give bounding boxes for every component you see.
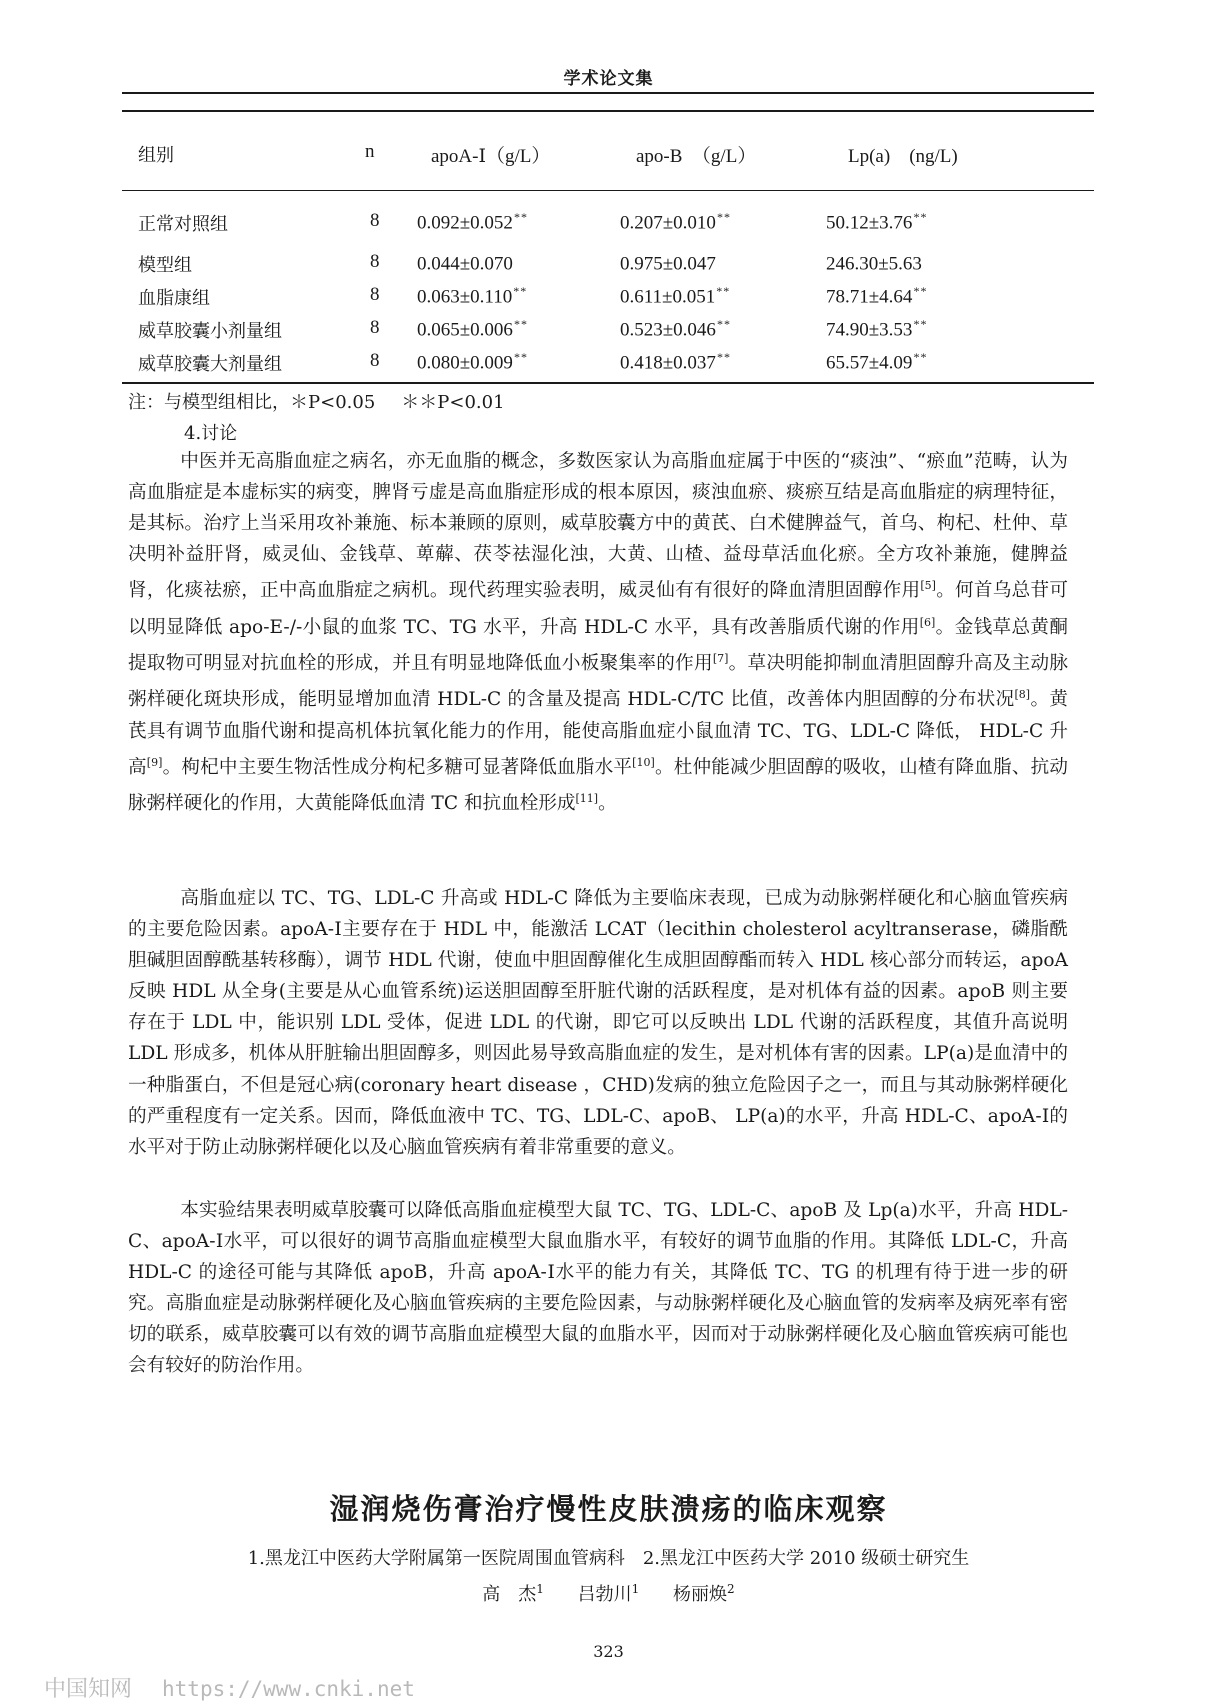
- table-bottom-rule: [122, 382, 1094, 384]
- cell-group: 威草胶囊大剂量组: [138, 354, 282, 375]
- next-article-affiliation: 1.黑龙江中医药大学附属第一医院周围血管病科 2.黑龙江中医药大学 2010 级硕士研究生: [247, 1548, 970, 1569]
- cell-apob: 0.611±0.051**: [620, 284, 731, 308]
- cell-lpa: 74.90±3.53**: [826, 317, 928, 341]
- cell-lpa: 50.12±3.76**: [826, 210, 928, 234]
- discussion-paragraph-3: 本实验结果表明威草胶囊可以降低高脂血症模型大鼠 TC、TG、LDL-C、apoB 及 Lp(a)水平，升高 HDL-C、apoA-Ⅰ水平，可以很好的调节高脂血症模型大鼠血脂水平，有较好的调节血脂的作用。其降低 LDL-C，升高 HDL-C 的途径可能与其降低 apoB，升高 apoA-Ⅰ水平的能力有关，其降低 TC、TG 的机理有待于进一步的研究。高脂血症是动脉粥样硬化及心脑血管疾病的主要危险因素，与动脉粥样硬化及心脑血管的发病率及病死率有密切的联系，威草胶囊可以有效的调节高脂血症模型大鼠的血脂水平，因而对于动脉粥样硬化及心脑血管疾病可能也会有较好的防治作用。: [128, 1200, 1068, 1377]
- citation: [10]: [632, 755, 655, 769]
- cell-n: 8: [370, 251, 380, 272]
- cell-lpa: 65.57±4.09**: [826, 350, 928, 374]
- col-header-apoa: apoA-Ⅰ（g/L）: [431, 146, 551, 167]
- discussion-paragraph-2: 高脂血症以 TC、TG、LDL-C 升高或 HDL-C 降低为主要临床表现，已成为动脉粥样硬化和心脑血管疾病的主要危险因素。apoA-Ⅰ主要存在于 HDL 中，能激活 LCAT（lecithin cholesterol acyltranserase，磷脂酰胆碱胆固醇酰基转移酶），调节 HDL 代谢，使血中胆固醇催化生成胆固醇酯而转入 HDL 核心部分而转运，apoA 反映 HDL 从全身(主要是从心血管系统)运送胆固醇至肝脏代谢的活跃程度，是对机体有益的因素。apoB 则主要存在于 LDL 中，能识别 LDL 受体，促进 LDL 的代谢，即它可以反映出 LDL 代谢的活跃程度，其值升高说明 LDL 形成多，机体从肝脏输出胆固醇多，则因此易导致高脂血症的发生，是对机体有害的因素。LP(a)是血清中的一种脂蛋白，不但是冠心病(coronary heart disease ，CHD)发病的独立危险因子之一，而且与其动脉粥样硬化的严重程度有一定关系。因而，降低血液中 TC、TG、LDL-C、apoB、 LP(a)的水平，升高 HDL-C、apoA-Ⅰ的水平对于防止动脉粥样硬化以及心脑血管疾病有着非常重要的意义。: [128, 888, 1068, 1158]
- col-header-lpa: Lp(a) (ng/L): [848, 146, 958, 167]
- section-heading: 4.讨论: [184, 423, 238, 444]
- discussion-paragraph-1: 中医并无高脂血症之病名，亦无血脂的概念，多数医家认为高脂血症属于中医的“痰浊”、“瘀血”范畴，认为高血脂症是本虚标实的病变，脾肾亏虚是高血脂症形成的根本原因，痰浊血瘀、痰瘀互结是高血脂症的病理特征，是其标。治疗上当采用攻补兼施、标本兼顾的原则，威草胶囊方中的黄芪、白术健脾益气，首乌、枸杞、杜仲、草决明补益肝肾，威灵仙、金钱草、萆薢、茯苓祛湿化浊，大黄、山楂、益母草活血化瘀。全方攻补兼施，健脾益肾，化痰祛瘀，正中高血脂症之病机。现代药理实验表明，威灵仙有有很好的降血清胆固醇作用[5]。何首乌总苷可以明显降低 apo-E-/-小鼠的血浆 TC、TG 水平，升高 HDL-C 水平，具有改善脂质代谢的作用[6]。金钱草总黄酮提取物可明显对抗血栓的形成，并且有明显地降低血小板聚集率的作用[7]。草决明能抑制血清胆固醇升高及主动脉粥样硬化斑块形成，能明显增加血清 HDL-C 的含量及提高 HDL-C/TC 比值，改善体内胆固醇的分布状况[8]。黄芪具有调节血脂代谢和提高机体抗氧化能力的作用，能使高脂血症小鼠血清 TC、TG、LDL-C 降低， HDL-C 升高[9]。枸杞中主要生物活性成分枸杞多糖可显著降低血脂水平[10]。杜仲能减少胆固醇的吸收，山楂有降血脂、抗动脉粥样硬化的作用，大黄能降低血清 TC 和抗血栓形成[11]。: [128, 451, 1068, 815]
- cell-apoa: 0.080±0.009**: [417, 350, 528, 374]
- citation: [11]: [575, 791, 599, 805]
- author: 高 杰$^1$: [482, 1582, 544, 1605]
- cell-apob: 0.207±0.010**: [620, 210, 731, 234]
- watermark-brand: 中国知网: [44, 1677, 133, 1702]
- cell-lpa: 246.30±5.63: [826, 253, 922, 275]
- cell-apob: 0.418±0.037**: [620, 350, 731, 374]
- cell-apob: 0.975±0.047: [620, 253, 716, 275]
- page-number: 323: [593, 1642, 624, 1661]
- next-article-authors: [0, 1580, 1217, 1606]
- cell-n: 8: [370, 284, 380, 305]
- next-article-title: 湿润烧伤膏治疗慢性皮肤溃疡的临床观察: [329, 1492, 888, 1526]
- citation: [7]: [712, 651, 729, 665]
- running-head: 学术论文集: [563, 69, 654, 89]
- cell-n: 8: [370, 210, 380, 231]
- cell-lpa: 78.71±4.64**: [826, 284, 928, 308]
- citation: [6]: [919, 615, 936, 629]
- header-rule: [122, 92, 1094, 94]
- author: 杨丽焕$^2$: [673, 1582, 735, 1605]
- table-note-p01: ＊＊P<0.01: [401, 392, 505, 413]
- cell-apoa: 0.065±0.006**: [417, 317, 528, 341]
- table-note: [128, 388, 505, 414]
- col-header-n: n: [365, 141, 375, 162]
- cell-group: 模型组: [138, 255, 192, 276]
- table-top-rule: [122, 110, 1094, 112]
- table-header-rule: [122, 190, 1094, 191]
- cell-group: 正常对照组: [138, 214, 228, 235]
- col-header-apob: apo-B （g/L）: [636, 146, 757, 167]
- cell-apob: 0.523±0.046**: [620, 317, 731, 341]
- cell-n: 8: [370, 317, 380, 338]
- table-note-p05: 注：与模型组相比，＊P<0.05: [128, 392, 376, 413]
- cell-group: 威草胶囊小剂量组: [138, 321, 282, 342]
- citation: [5]: [920, 579, 936, 593]
- author: 吕勃川$^1$: [577, 1582, 640, 1605]
- cell-apoa: 0.092±0.052**: [417, 210, 528, 234]
- col-header-group: 组别: [138, 145, 174, 166]
- cnki-watermark: [44, 1672, 415, 1703]
- watermark-url: https://www.cnki.net: [162, 1677, 415, 1701]
- cell-n: 8: [370, 350, 380, 371]
- citation: [9]: [146, 755, 163, 769]
- cell-apoa: 0.063±0.110**: [417, 284, 528, 308]
- cell-apoa: 0.044±0.070: [417, 253, 513, 275]
- citation: [8]: [1014, 688, 1031, 702]
- cell-group: 血脂康组: [138, 288, 210, 309]
